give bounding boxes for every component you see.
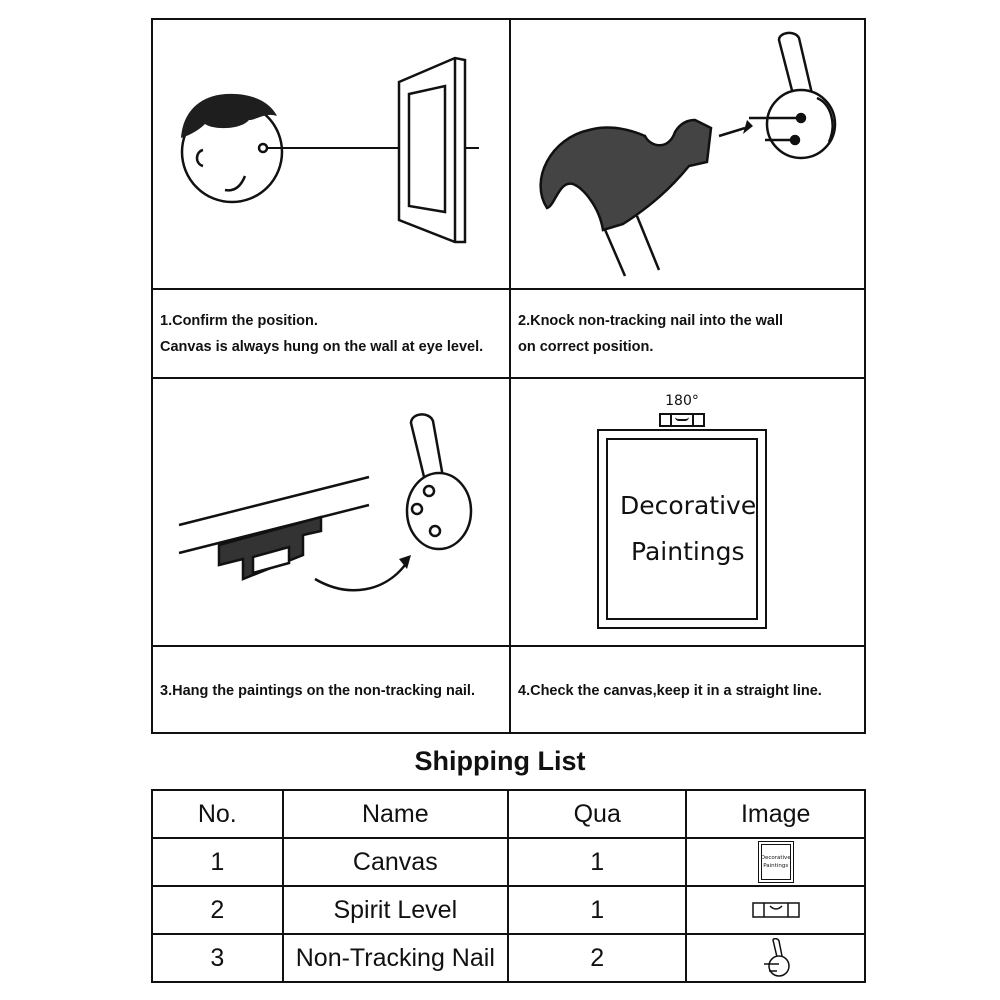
row-qua: 1 xyxy=(508,886,686,934)
row-qua: 2 xyxy=(508,934,686,982)
shipping-table xyxy=(151,789,866,983)
nail-hook-icon xyxy=(749,33,835,158)
row-image xyxy=(686,886,865,934)
row-name: Spirit Level xyxy=(283,886,508,934)
arrow-icon xyxy=(719,128,745,136)
step-4-illustration xyxy=(511,379,868,645)
table-row xyxy=(152,838,865,886)
hammer-icon xyxy=(541,120,711,276)
step-2-caption xyxy=(511,290,868,377)
canvas-text-line-1: Decorative xyxy=(620,491,757,520)
step-1-line-1: 1.Confirm the position. xyxy=(160,312,318,329)
header-no: No. xyxy=(152,790,283,838)
step-1-line-2: Canvas is always hung on the wall at eye level. xyxy=(160,338,484,355)
row-no: 1 xyxy=(152,838,283,886)
step-2-illustration xyxy=(511,20,868,288)
step-1-illustration xyxy=(153,20,509,288)
canvas-bar-icon xyxy=(179,477,369,579)
nail-hook-icon xyxy=(407,414,471,549)
header-name: Name xyxy=(283,790,508,838)
table-row xyxy=(152,886,865,934)
row-name: Canvas xyxy=(283,838,508,886)
canvas-icon xyxy=(758,841,794,883)
header-qua: Qua xyxy=(508,790,686,838)
step-3-line-1: 3.Hang the paintings on the non-tracking nail. xyxy=(160,682,475,699)
step-4-line-1: 4.Check the canvas,keep it in a straight line. xyxy=(518,682,822,699)
step-4-caption xyxy=(511,647,868,734)
step-3-illustration xyxy=(153,379,509,645)
row-image xyxy=(686,934,865,982)
canvas-text-line-2: Paintings xyxy=(631,537,745,566)
row-no: 2 xyxy=(152,886,283,934)
step-3-caption xyxy=(153,647,509,734)
row-image xyxy=(686,838,865,886)
hanging-illustration xyxy=(153,379,509,645)
arrow-icon xyxy=(315,565,405,590)
canvas-frame xyxy=(597,429,767,629)
step-1-caption xyxy=(153,290,509,377)
step-2-line-1: 2.Knock non-tracking nail into the wall xyxy=(518,312,784,329)
instruction-grid xyxy=(151,18,866,734)
table-header-row xyxy=(152,790,865,838)
face-icon xyxy=(181,94,282,202)
row-qua: 1 xyxy=(508,838,686,886)
table-row xyxy=(152,934,865,982)
level-angle-label: 180° xyxy=(665,393,699,409)
nail-hook-icon xyxy=(761,938,791,978)
row-name: Non-Tracking Nail xyxy=(283,934,508,982)
spirit-level-icon xyxy=(752,902,800,918)
thumb-text-line-2: Paintings xyxy=(763,863,789,869)
step-2-line-2: on correct position. xyxy=(518,338,654,355)
shipping-list-title: Shipping List xyxy=(414,746,586,776)
hammer-illustration xyxy=(511,20,868,288)
spirit-level-icon xyxy=(659,413,705,427)
eye-level-illustration xyxy=(153,20,509,288)
header-image: Image xyxy=(686,790,865,838)
row-no: 3 xyxy=(152,934,283,982)
thumb-text-line-1: Decorative xyxy=(760,855,791,861)
picture-frame-icon xyxy=(399,58,465,242)
